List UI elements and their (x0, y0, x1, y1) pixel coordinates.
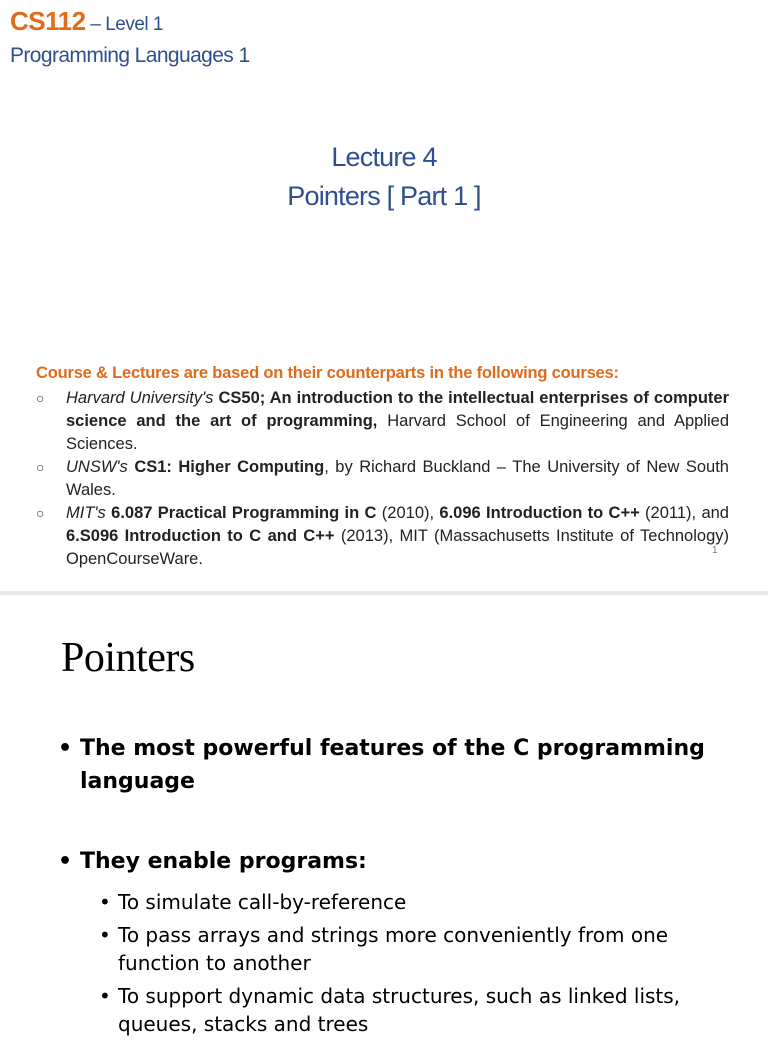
course-title: CS50; An introduction to the intellectual enterprises of computer science and the art of programming, (66, 389, 729, 430)
slide-divider (0, 591, 768, 595)
bullet-item (58, 732, 728, 798)
course-details: (2011), and (639, 504, 729, 522)
slide-title: Pointers (61, 635, 195, 681)
bullet-dot-icon: • (99, 923, 111, 947)
circle-bullet-icon: ○ (36, 459, 45, 475)
circle-bullet-icon: ○ (36, 390, 45, 406)
sub-bullet-item (99, 982, 719, 1038)
institution-name: UNSW's (66, 458, 128, 476)
sub-bullet-text: To simulate call-by-reference (118, 890, 407, 914)
institution-name: Harvard University's (66, 389, 214, 407)
page-number: 1 (712, 545, 718, 556)
lecture-title: Pointers [ Part 1 ] (287, 181, 481, 211)
course-details: (2010), (376, 504, 440, 522)
bullet-dot-icon: • (99, 890, 111, 914)
circle-bullet-icon: ○ (36, 505, 45, 521)
bullet-dot-icon: • (58, 736, 73, 761)
bullet-text: They enable programs: (80, 849, 367, 874)
course-level: – Level 1 (85, 14, 163, 35)
sub-bullet-item (99, 921, 719, 977)
course-code-line (10, 6, 163, 37)
course-name: Programming Languages 1 (10, 44, 250, 67)
institution-name: MIT's (66, 504, 106, 522)
reference-item (36, 456, 729, 502)
sub-bullet-text: To support dynamic data structures, such as linked lists, queues, stacks and trees (118, 984, 681, 1036)
reference-list (36, 387, 729, 571)
course-title: 6.096 Introduction to C++ (439, 504, 640, 522)
course-title: 6.S096 Introduction to C and C++ (66, 527, 335, 545)
sub-bullet-item (99, 888, 719, 916)
lecture-number: Lecture 4 (331, 142, 437, 172)
based-on-heading: Course & Lectures are based on their counterparts in the following courses: (36, 364, 619, 382)
bullet-text: The most powerful features of the C programming language (80, 736, 705, 794)
bullet-item (58, 849, 367, 874)
reference-item (36, 502, 729, 571)
course-details: Harvard School of Engineering and Applied Sciences. (66, 412, 730, 453)
content-slide (0, 596, 768, 1036)
course-code: CS112 (10, 6, 86, 36)
reference-item (36, 387, 729, 456)
course-title: CS1: Higher Computing (134, 458, 325, 476)
sub-bullet-list (99, 888, 719, 1043)
course-title: 6.087 Practical Programming in C (111, 504, 377, 522)
bullet-dot-icon: • (99, 984, 111, 1008)
bullet-dot-icon: • (58, 849, 73, 874)
course-details: , by Richard Buckland – The University of New South Wales. (66, 458, 729, 499)
course-details: (2013), MIT (Massachusetts Institute of Technology) OpenCourseWare. (66, 527, 729, 568)
sub-bullet-text: To pass arrays and strings more conveniently from one function to another (118, 923, 669, 975)
